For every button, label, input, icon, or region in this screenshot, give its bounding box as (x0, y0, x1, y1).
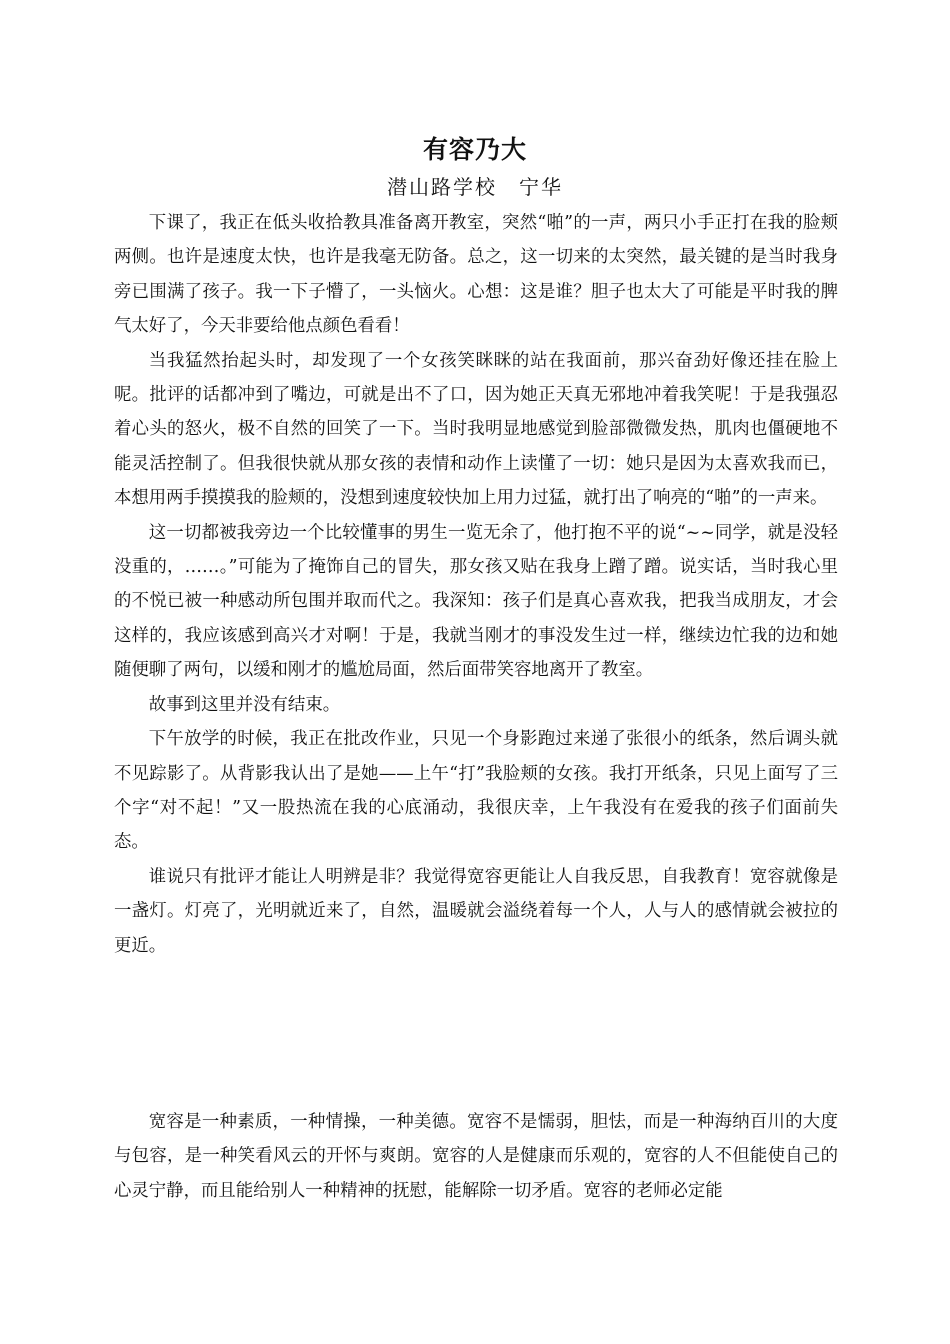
paragraph-3: 这一切都被我旁边一个比较懂事的男生一览无余了，他打抱不平的说“~~同学，就是没轻没重的，……。”可能为了掩饰自己的冒失，那女孩又贴在我身上蹭了蹭。说实话，当时我心里的不悦已被一种感动所包围并取而代之。我深知：孩子们是真心喜欢我，把我当成朋友，才会这样的，我应该感到高兴才对啊！于是，我就当刚才的事没发生过一样，继续边忙我的边和她随便聊了两句，以缓和刚才的尴尬局面，然后面带笑容地离开了教室。 (114, 522, 838, 681)
closing-section (114, 1105, 838, 1208)
essay-body (114, 206, 838, 963)
closing-paragraph: 宽容是一种素质，一种情操，一种美德。宽容不是懦弱，胆怯，而是一种海纳百川的大度与包容，是一种笑看风云的开怀与爽朗。宽容的人是健康而乐观的，宽容的人不但能使自己的心灵宁静，而且能给别人一种精神的抚慰，能解除一切矛盾。宽容的老师必定能 (114, 1112, 838, 1201)
paragraph-5: 下午放学的时候，我正在批改作业，只见一个身影跑过来递了张很小的纸条，然后调头就不见踪影了。从背影我认出了是她——上午“打”我脸颊的女孩。我打开纸条，只见上面写了三个字“对不起！”又一股热流在我的心底涌动，我很庆幸，上午我没有在爱我的孩子们面前失态。 (114, 729, 838, 853)
paragraph-4: 故事到这里并没有结束。 (148, 694, 341, 715)
essay-title: 有容乃大 (422, 135, 527, 164)
author-byline: 潜山路学校 宁华 (387, 175, 563, 199)
paragraph-6: 谁说只有批评才能让人明辨是非？我觉得宽容更能让人自我反思，自我教育！宽容就像是一盏灯。灯亮了，光明就近来了，自然，温暖就会溢绕着每一个人，人与人的感情就会被拉的更近。 (114, 866, 838, 956)
paragraph-1: 下课了，我正在低头收拾教具准备离开教室，突然“啪”的一声，两只小手正打在我的脸颊两侧。也许是速度太快，也许是我毫无防备。总之，这一切来的太突然，最关键的是当时我身旁已围满了孩子。我一下子懵了，一头恼火。心想：这是谁？胆子也太大了可能是平时我的脾气太好了，今天非要给他点颜色看看！ (114, 213, 838, 337)
paragraph-2: 当我猛然抬起头时，却发现了一个女孩笑眯眯的站在我面前，那兴奋劲好像还挂在脸上呢。批评的话都冲到了嘴边，可就是出不了口，因为她正天真无邪地冲着我笑呢！于是我强忍着心头的怒火，极不自然的回笑了一下。当时我明显地感觉到脸部微微发热，肌肉也僵硬地不能灵活控制了。但我很快就从那女孩的表情和动作上读懂了一切：她只是因为太喜欢我而已，本想用两手摸摸我的脸颊的，没想到速度较快加上用力过猛，就打出了响亮的“啪”的一声来。 (114, 350, 838, 509)
